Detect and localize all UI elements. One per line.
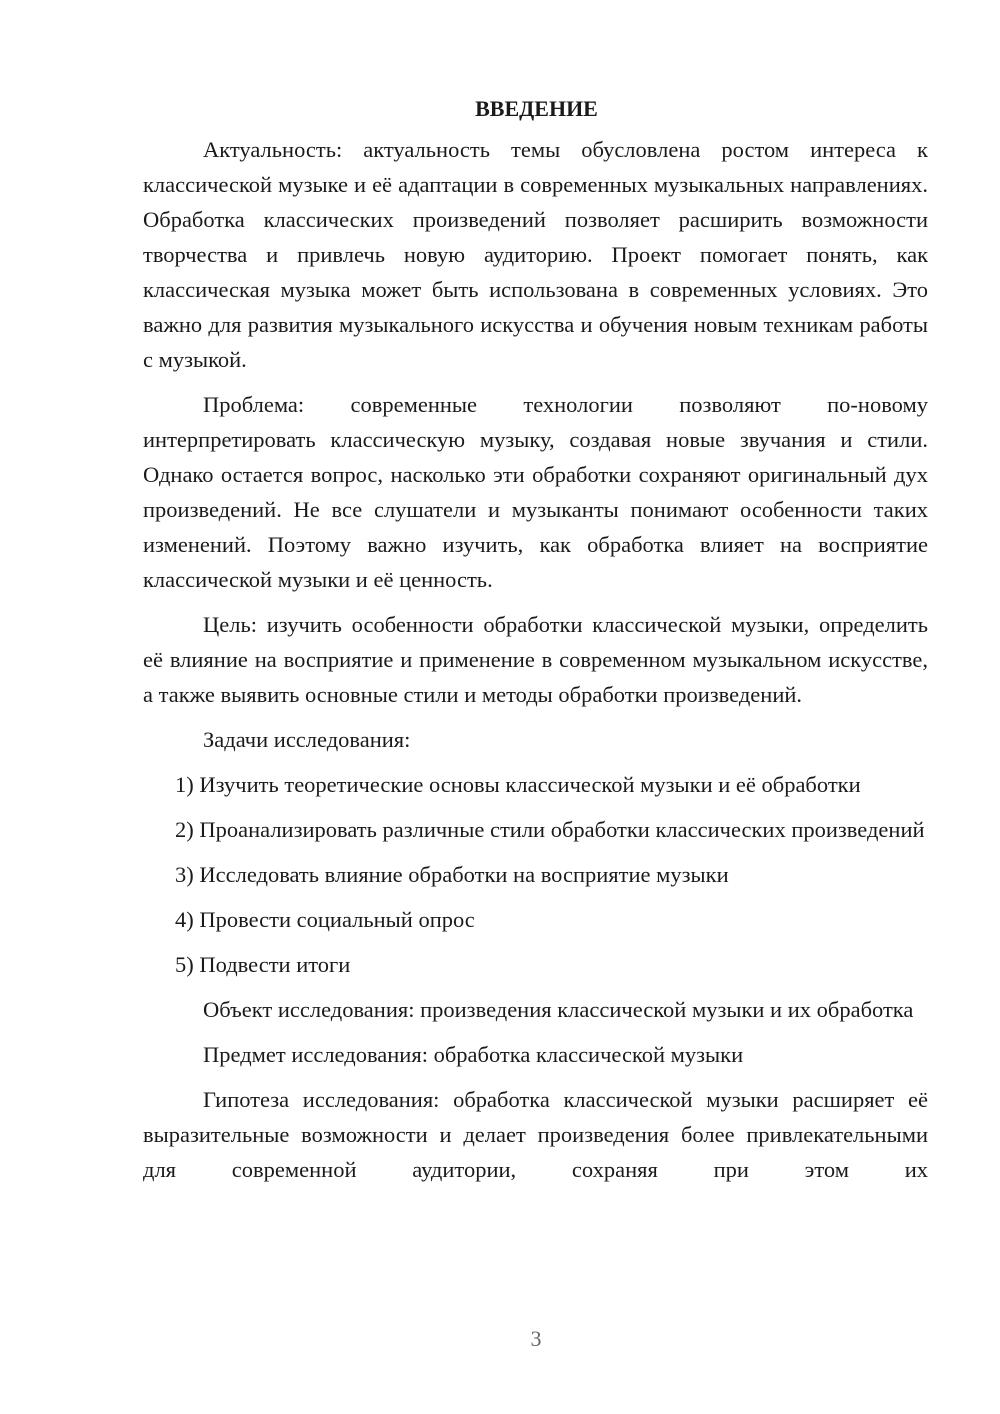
paragraph-hypothesis: Гипотеза исследования: обработка классической музыки расширяет её выразительные возможности и делает произведения более привлекательными для современной аудитории, сохраняя при этом их — [143, 1087, 928, 1182]
paragraph-relevance: Актуальность: актуальность темы обусловлена ростом интереса к классической музыке и её адаптации в современных музыкальных направлениях. Обработка классических произведений позволяет расширить возможности творчества и привлечь новую аудиторию. Проект помогает понять, как классическая музыка может быть использована в современных условиях. Это важно для развития музыкального искусства и обучения новым техникам работы с музыкой. — [143, 137, 928, 372]
paragraph-goal: Цель: изучить особенности обработки классической музыки, определить её влияние на восприятие и применение в современном музыкальном искусстве, а также выявить основные стили и методы обработки произведений. — [143, 612, 928, 707]
section-heading: ВВЕДЕНИЕ — [475, 96, 598, 121]
page-content — [143, 92, 928, 1197]
paragraph-problem: Проблема: современные технологии позволяют по-новому интерпретировать классическую музыку, создавая новые звучания и стили. Однако остается вопрос, насколько эти обработки сохраняют оригинальный дух произведений. Не все слушатели и музыканты понимают особенности таких изменений. Поэтому важно изучить, как обработка влияет на восприятие классической музыки и её ценность. — [143, 392, 928, 592]
task-item-2: 2) Проанализировать различные стили обработки классических произведений — [175, 817, 925, 842]
task-item-5: 5) Подвести итоги — [175, 952, 351, 977]
paragraph-object: Объект исследования: произведения классической музыки и их обработка — [203, 997, 914, 1022]
page-number: 3 — [530, 1326, 542, 1351]
task-item-1: 1) Изучить теоретические основы классической музыки и её обработки — [175, 772, 861, 797]
paragraph-subject: Предмет исследования: обработка классической музыки — [203, 1042, 744, 1067]
tasks-title: Задачи исследования: — [203, 727, 411, 752]
task-item-4: 4) Провести социальный опрос — [175, 907, 475, 932]
task-item-3: 3) Исследовать влияние обработки на восприятие музыки — [175, 862, 729, 887]
